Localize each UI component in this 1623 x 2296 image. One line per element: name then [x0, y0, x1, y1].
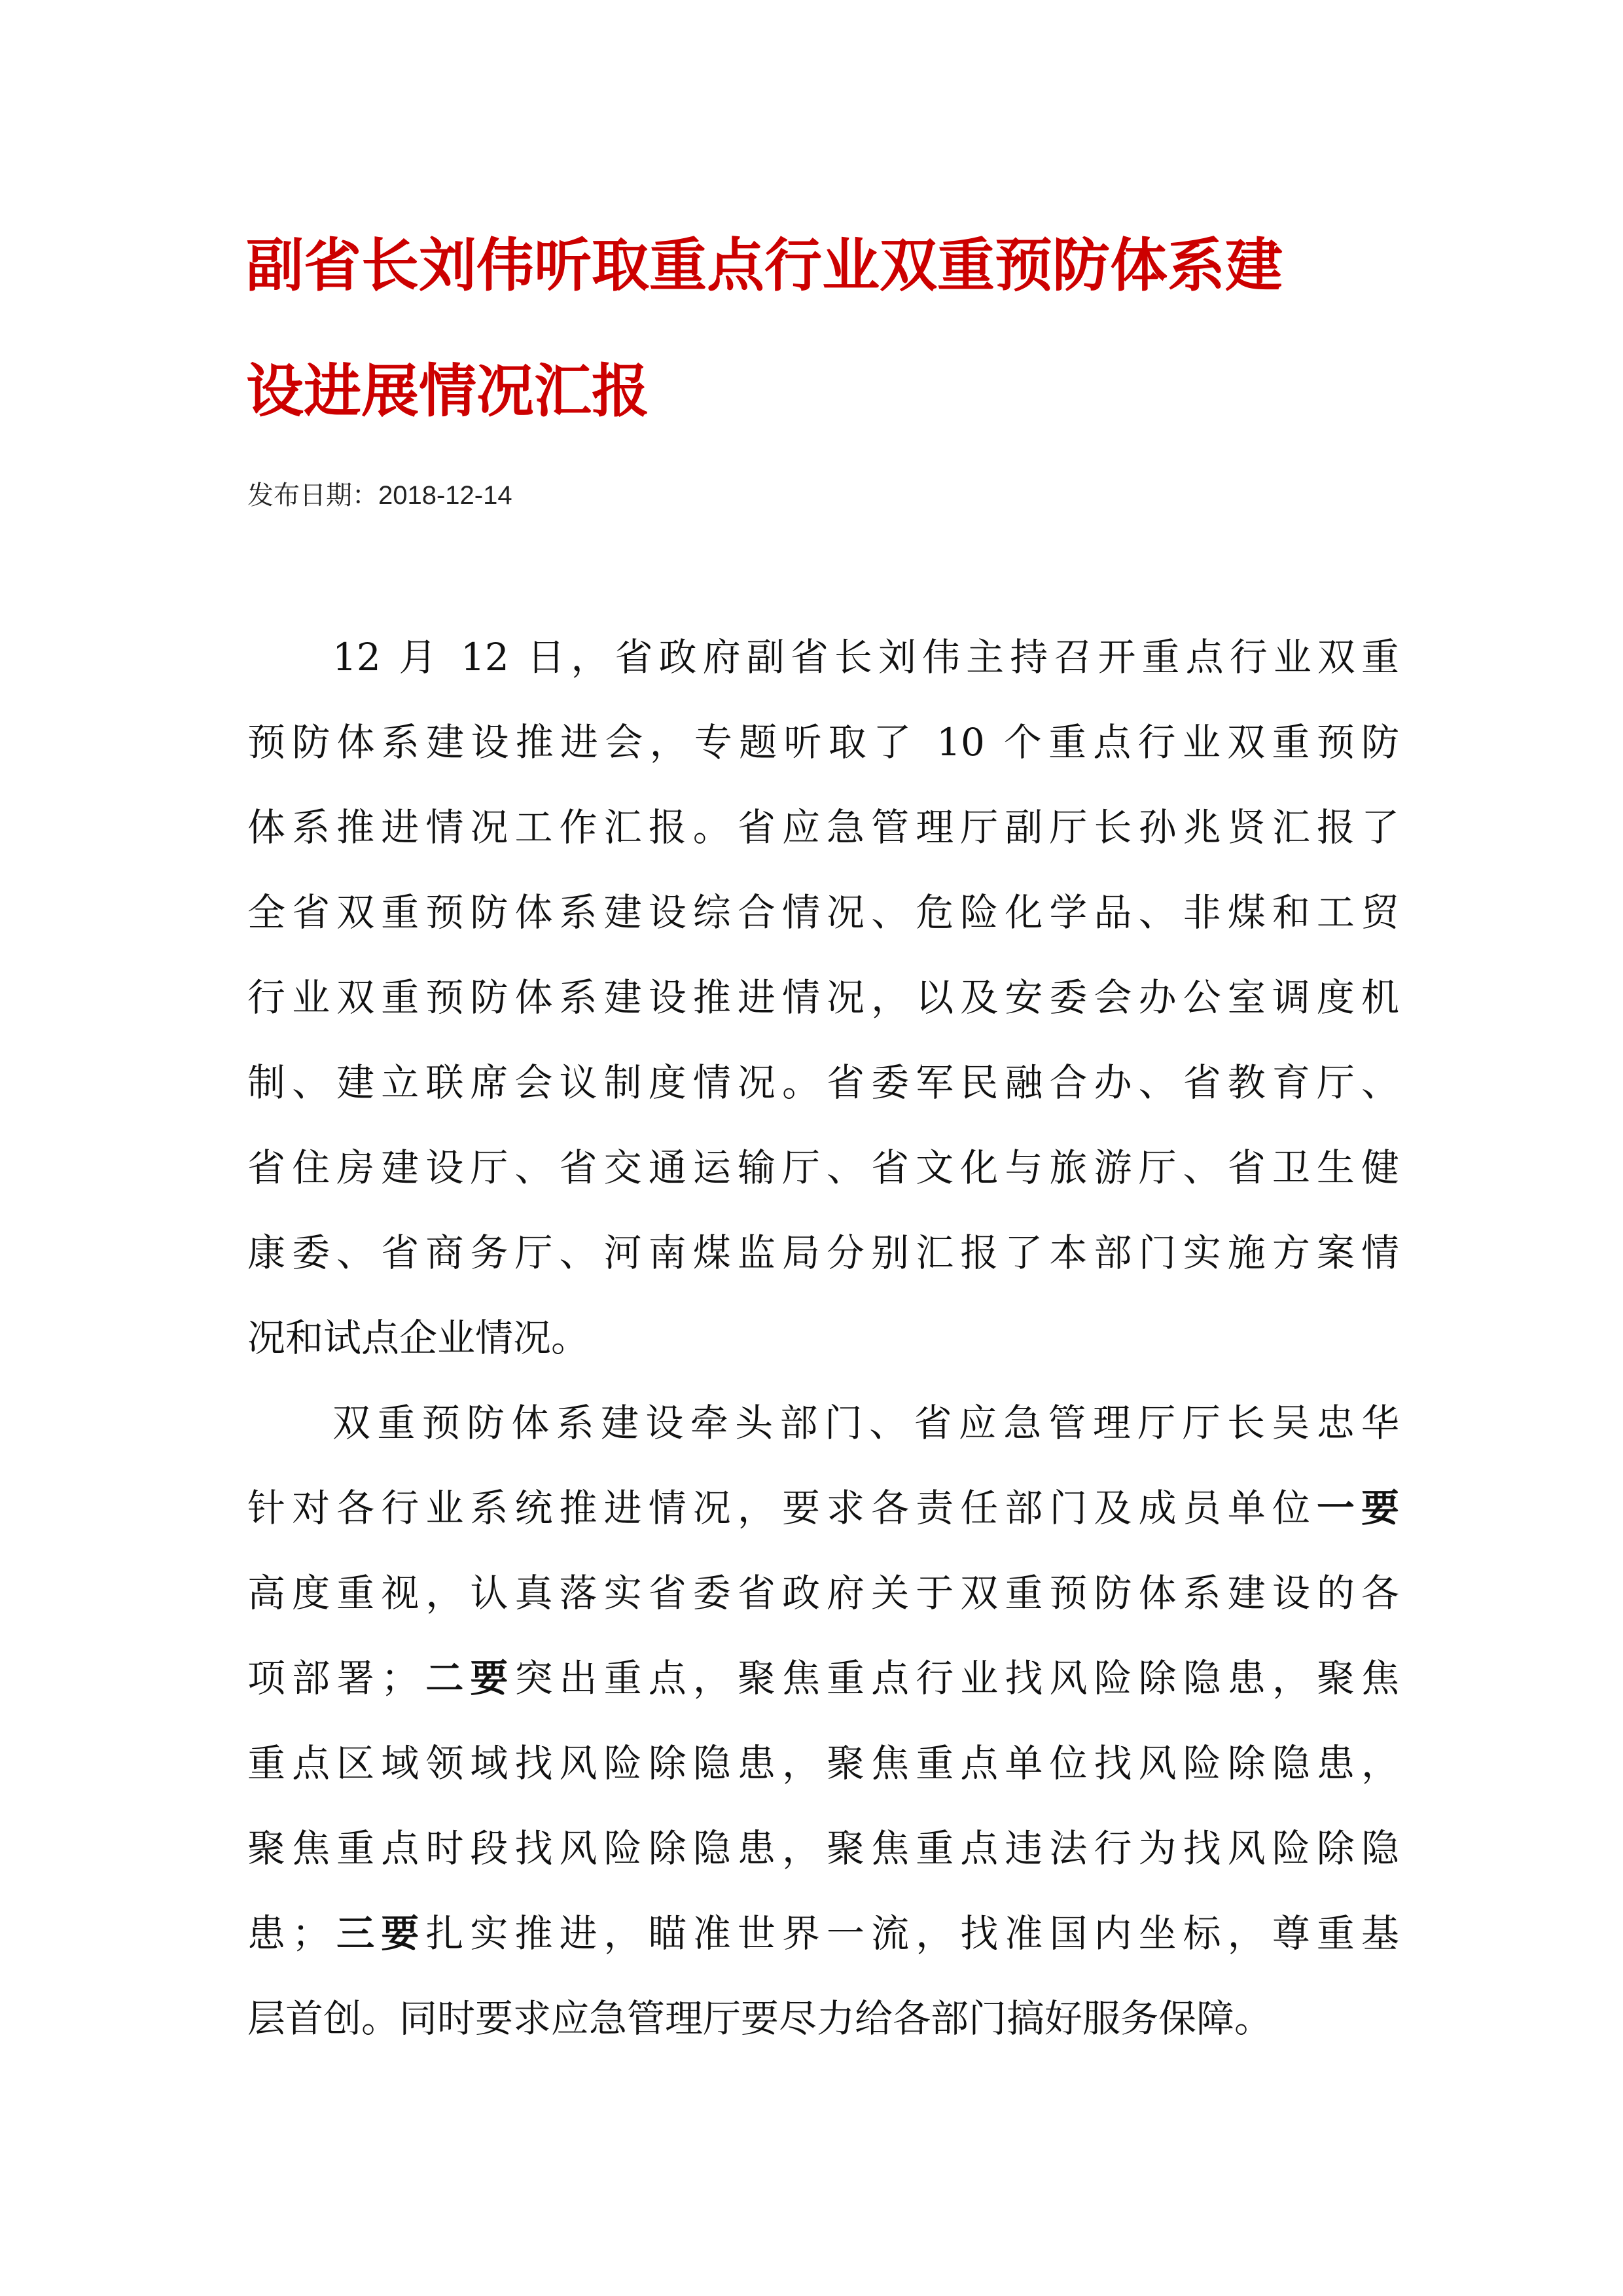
paragraph-1-line: 全省双重预防体系建设综合情况、危险化学品、非煤和工贸 — [247, 890, 1399, 935]
paragraph-1-line: 体系推进情况工作汇报。省应急管理厅副厅长孙兆贤汇报了 — [247, 805, 1399, 850]
paragraph-2-text: 扎实推进，瞄准世界一流，找准国内坐标，尊重基 — [425, 1911, 1399, 1956]
paragraph-2-line: 聚焦重点时段找风险除隐患，聚焦重点违法行为找风险除隐 — [247, 1826, 1399, 1871]
paragraph-2-line: 层首创。同时要求应急管理厅要尽力给各部门搞好服务保障。 — [247, 1996, 1273, 2041]
paragraph-1-line: 况和试点企业情况。 — [247, 1316, 590, 1360]
paragraph-2-line: 高度重视，认真落实省委省政府关于双重预防体系建设的各 — [247, 1571, 1399, 1615]
emphasis-second-requirement: 二要 — [419, 1656, 515, 1700]
paragraph-2-text: 突出重点，聚焦重点行业找风险除隐患，聚焦 — [514, 1656, 1399, 1700]
emphasis-first-requirement: 一要 — [1316, 1486, 1399, 1530]
emphasis-third-requirement: 三要 — [330, 1911, 426, 1956]
paragraph-1-line: 省住房建设厅、省交通运输厅、省文化与旅游厅、省卫生健 — [247, 1145, 1399, 1190]
paragraph-1-line: 行业双重预防体系建设推进情况，以及安委会办公室调度机 — [247, 975, 1399, 1020]
paragraph-2-line — [247, 1482, 1399, 1534]
paragraph-2-text: 患； — [247, 1911, 330, 1956]
paragraph-1-line: 预防体系建设推进会，专题听取了 10 个重点行业双重预防 — [247, 720, 1399, 764]
article-title-line-1: 副省长刘伟听取重点行业双重预防体系建 — [246, 232, 1283, 299]
paragraph-2-line: 重点区域领域找风险除隐患，聚焦重点单位找风险除隐患， — [247, 1741, 1399, 1785]
article-title-line-2: 设进展情况汇报 — [246, 357, 650, 425]
paragraph-1-line: 12 月 12 日，省政府副省长刘伟主持召开重点行业双重 — [332, 635, 1399, 679]
paragraph-1-line: 制、建立联席会议制度情况。省委军民融合办、省教育厅、 — [247, 1060, 1399, 1105]
paragraph-2-text: 针对各行业系统推进情况，要求各责任部门及成员单位 — [247, 1486, 1317, 1530]
paragraph-2-line — [247, 1907, 1399, 1960]
paragraph-2-text: 项部署； — [247, 1656, 419, 1700]
paragraph-2-line — [247, 1652, 1399, 1704]
paragraph-1-line: 康委、省商务厅、河南煤监局分别汇报了本部门实施方案情 — [247, 1230, 1399, 1275]
publish-date: 发布日期：2018-12-14 — [247, 481, 512, 510]
paragraph-2-line: 双重预防体系建设牵头部门、省应急管理厅厅长吴忠华 — [332, 1401, 1399, 1445]
